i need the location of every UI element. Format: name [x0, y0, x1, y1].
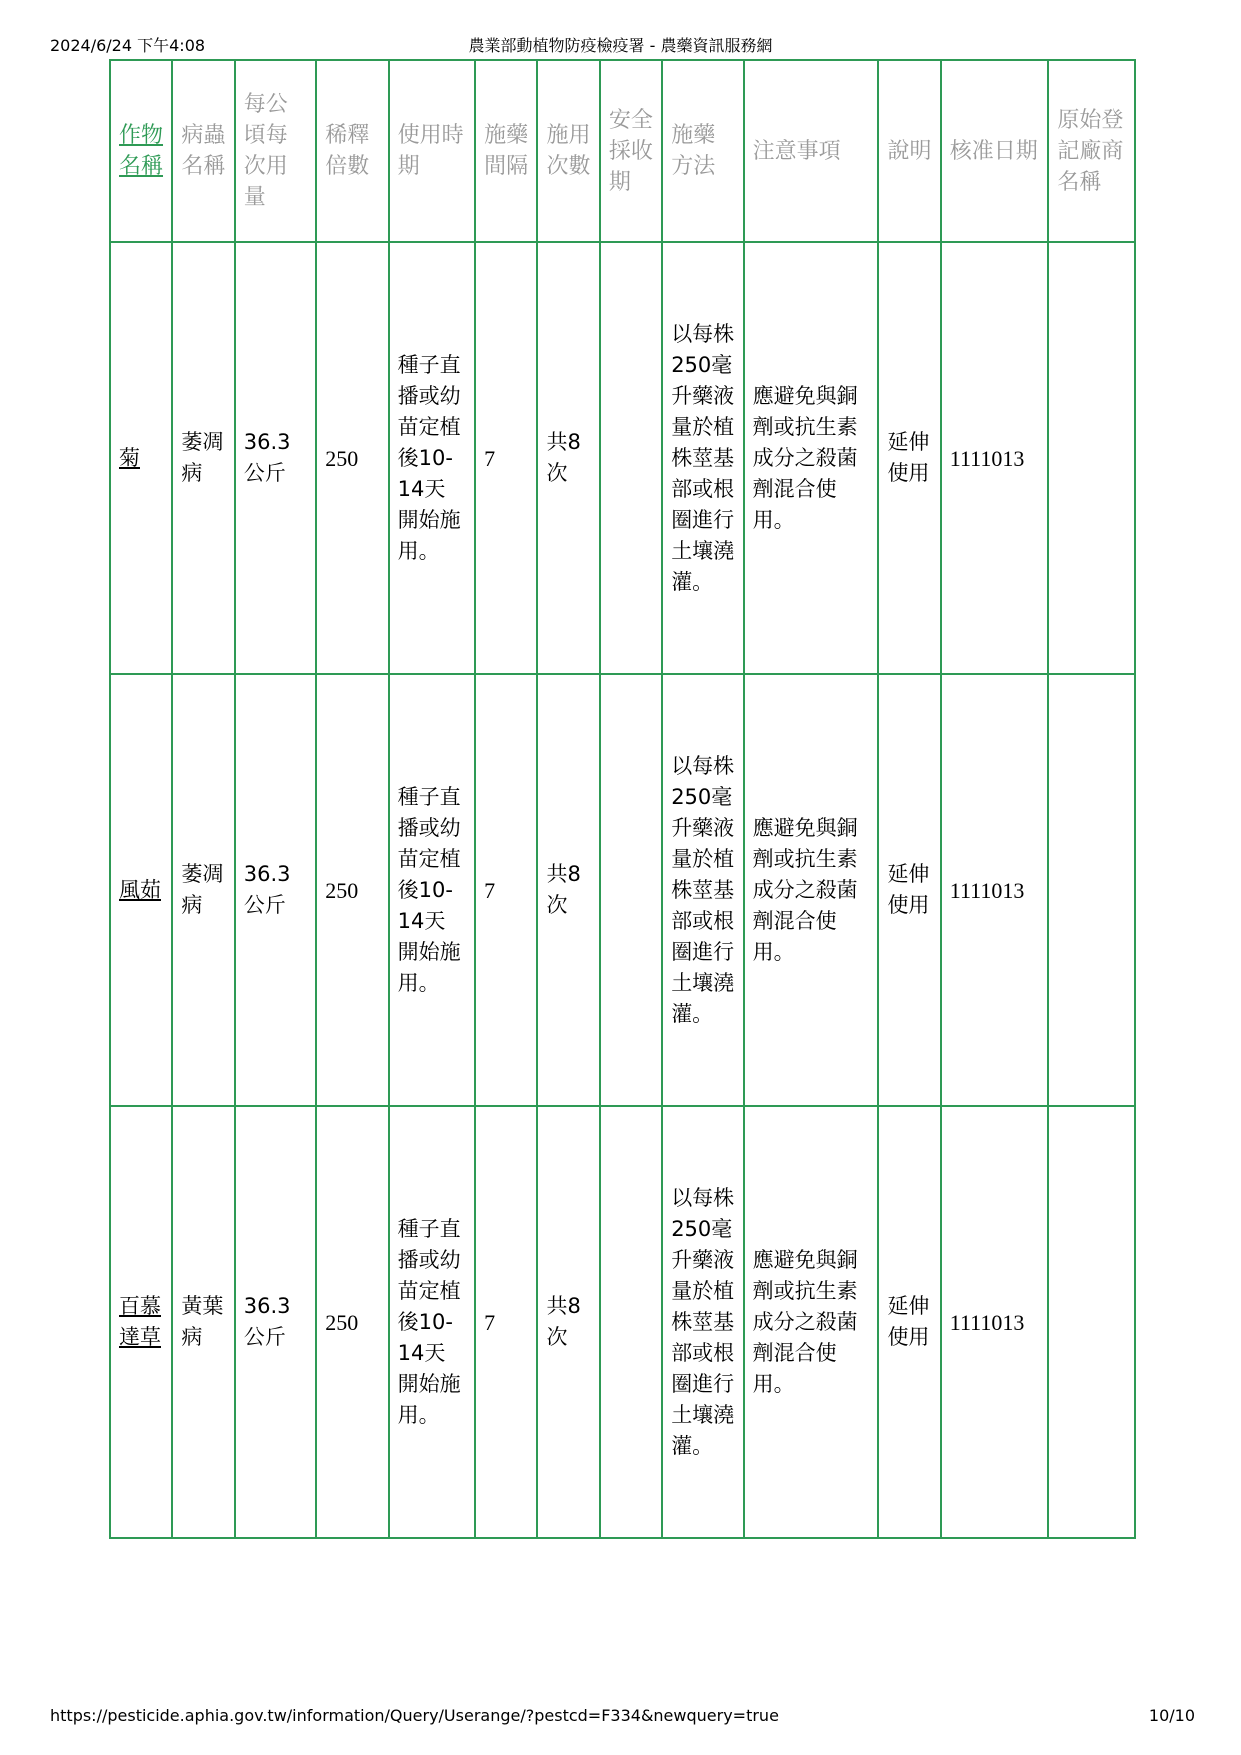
cell-dilution	[316, 1106, 388, 1538]
print-footer-page-number: 10/10	[1148, 1706, 1195, 1725]
interval-text: 7	[484, 877, 496, 903]
pest-text: 萎凋病	[181, 862, 224, 917]
caution-text: 應避免與銅劑或抗生素成分之殺菌劑混合使用。	[752, 1247, 858, 1396]
cell-note	[878, 1106, 940, 1538]
count-text: 共8次	[546, 430, 581, 485]
pest-text: 黃葉病	[181, 1294, 224, 1349]
header-approval-date	[941, 60, 1049, 242]
header-note	[878, 60, 940, 242]
header-safety-label: 安全採收期	[608, 107, 653, 195]
dilution-text: 250	[325, 1309, 359, 1335]
header-crop-label[interactable]: 作物名稱	[119, 123, 164, 179]
header-pest	[172, 60, 234, 242]
approval-date-text: 1111013	[949, 1309, 1025, 1335]
cell-crop[interactable]	[110, 242, 172, 674]
cell-count	[537, 674, 599, 1106]
cell-dilution	[316, 674, 388, 1106]
crop-link[interactable]: 菊	[119, 445, 140, 470]
cell-safety	[600, 242, 662, 674]
cell-approval-date	[941, 674, 1049, 1106]
timing-text: 種子直播或幼苗定植後10-14天開始施用。	[397, 352, 461, 563]
header-timing-label: 使用時期	[397, 123, 464, 179]
header-crop[interactable]	[110, 60, 172, 242]
print-header-title: 農業部動植物防疫檢疫署 - 農藥資訊服務網	[468, 36, 773, 55]
header-interval-label: 施藥間隔	[484, 123, 529, 179]
crop-link[interactable]: 百慕達草	[119, 1294, 161, 1349]
header-caution	[744, 60, 879, 242]
header-registrant-label: 原始登記廠商名稱	[1057, 107, 1124, 195]
header-approval-date-label: 核准日期	[949, 138, 1038, 164]
cell-dose	[235, 674, 316, 1106]
header-dose-label: 每公頃每次用量	[243, 92, 288, 210]
header-dose	[235, 60, 316, 242]
header-registrant	[1048, 60, 1135, 242]
cell-note	[878, 242, 940, 674]
cell-dose	[235, 242, 316, 674]
crop-link[interactable]: 風茹	[119, 877, 161, 902]
note-text: 延伸使用	[887, 430, 930, 485]
header-pest-label: 病蟲名稱	[181, 123, 226, 179]
cell-method	[662, 1106, 743, 1538]
dilution-text: 250	[325, 877, 359, 903]
cell-pest	[172, 242, 234, 674]
dose-text: 36.3公斤	[243, 862, 291, 917]
cell-dilution	[316, 242, 388, 674]
cell-method	[662, 674, 743, 1106]
table-row	[110, 242, 1135, 674]
cell-interval	[475, 674, 537, 1106]
cell-registrant	[1048, 242, 1135, 674]
print-footer-url: https://pesticide.aphia.gov.tw/information/Query/Userange/?pestcd=F334&newquery=true	[50, 1706, 779, 1725]
cell-timing	[389, 242, 476, 674]
method-text: 以每株250毫升藥液量於植株莖基部或根圈進行土壤澆灌。	[671, 753, 735, 1026]
cell-caution	[744, 1106, 879, 1538]
header-count-label: 施用次數	[546, 123, 591, 179]
header-dilution	[316, 60, 388, 242]
cell-pest	[172, 674, 234, 1106]
interval-text: 7	[484, 445, 496, 471]
cell-count	[537, 242, 599, 674]
interval-text: 7	[484, 1309, 496, 1335]
cell-crop[interactable]	[110, 674, 172, 1106]
header-count	[537, 60, 599, 242]
cell-registrant	[1048, 1106, 1135, 1538]
cell-timing	[389, 674, 476, 1106]
caution-text: 應避免與銅劑或抗生素成分之殺菌劑混合使用。	[752, 383, 858, 532]
cell-caution	[744, 674, 879, 1106]
cell-dose	[235, 1106, 316, 1538]
header-caution-label: 注意事項	[752, 138, 841, 164]
cell-note	[878, 674, 940, 1106]
count-text: 共8次	[546, 1294, 581, 1349]
cell-pest	[172, 1106, 234, 1538]
method-text: 以每株250毫升藥液量於植株莖基部或根圈進行土壤澆灌。	[671, 321, 735, 594]
table-row	[110, 674, 1135, 1106]
timing-text: 種子直播或幼苗定植後10-14天開始施用。	[397, 784, 461, 995]
cell-safety	[600, 1106, 662, 1538]
header-dilution-label: 稀釋倍數	[325, 123, 370, 179]
header-safety	[600, 60, 662, 242]
header-note-label: 說明	[887, 138, 932, 164]
cell-count	[537, 1106, 599, 1538]
method-text: 以每株250毫升藥液量於植株莖基部或根圈進行土壤澆灌。	[671, 1185, 735, 1458]
timing-text: 種子直播或幼苗定植後10-14天開始施用。	[397, 1216, 461, 1427]
cell-timing	[389, 1106, 476, 1538]
caution-text: 應避免與銅劑或抗生素成分之殺菌劑混合使用。	[752, 815, 858, 964]
cell-registrant	[1048, 674, 1135, 1106]
dose-text: 36.3公斤	[243, 1294, 291, 1349]
cell-interval	[475, 1106, 537, 1538]
header-interval	[475, 60, 537, 242]
approval-date-text: 1111013	[949, 877, 1025, 903]
count-text: 共8次	[546, 862, 581, 917]
cell-approval-date	[941, 242, 1049, 674]
cell-approval-date	[941, 1106, 1049, 1538]
approval-date-text: 1111013	[949, 445, 1025, 471]
cell-method	[662, 242, 743, 674]
cell-interval	[475, 242, 537, 674]
note-text: 延伸使用	[887, 1294, 930, 1349]
header-method-label: 施藥方法	[671, 123, 716, 179]
header-row	[110, 60, 1135, 242]
table-row	[110, 1106, 1135, 1538]
dilution-text: 250	[325, 445, 359, 471]
dose-text: 36.3公斤	[243, 430, 291, 485]
header-timing	[389, 60, 476, 242]
usage-table	[109, 59, 1136, 1539]
pest-text: 萎凋病	[181, 430, 224, 485]
cell-safety	[600, 674, 662, 1106]
print-header-datetime: 2024/6/24 下午4:08	[50, 36, 206, 55]
cell-crop[interactable]	[110, 1106, 172, 1538]
cell-caution	[744, 242, 879, 674]
header-method	[662, 60, 743, 242]
note-text: 延伸使用	[887, 862, 930, 917]
